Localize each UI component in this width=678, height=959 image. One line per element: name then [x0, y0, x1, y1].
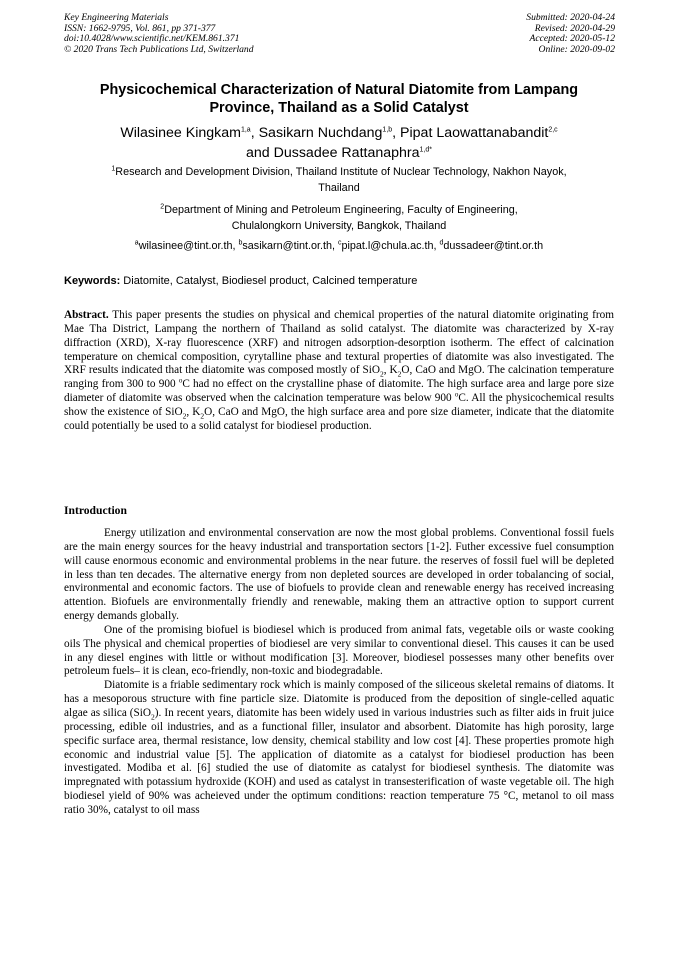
submitted-date: Submitted: 2020-04-24 — [526, 12, 615, 23]
paragraph-text: Diatomite is a friable sedimentary rock which is mainly composed of the siliceous skeletal remains of diatoms. It has a mesoporous structure with fine particle size. Diatomite is produced from the deposition of single-celled aquatic algae as silica (SiO — [64, 679, 614, 719]
email-list — [60, 239, 618, 255]
author-line — [60, 124, 618, 144]
email-link[interactable]: pipat.l@chula.ac.th, — [341, 240, 440, 252]
abstract-text: O, CaO and MgO, the high surface area and pore size diameter, indicate that the diatomite could potentially be used to a solid catalyst for biodiesel production. — [64, 405, 614, 432]
keywords-text: Diatomite, Catalyst, Biodiesel product, Calcined temperature — [120, 275, 418, 287]
author-line — [60, 144, 618, 164]
email-marker: b — [238, 239, 243, 247]
author-name: Dussadee Rattanaphra — [273, 144, 420, 161]
subscript: 2 — [182, 411, 187, 421]
email-link[interactable]: wilasinee@tint.or.th, — [138, 240, 239, 252]
abstract — [64, 309, 614, 434]
journal-header — [64, 13, 254, 55]
paragraph: One of the promising biofuel is biodiesel which is produced from animal fats, vegetable oils or waste cooking oils The physical and chemical properties of biodiesel are very similar to conventional diesel. This causes it can be used in any diesel engines with little or without modification [3]. Moreover, biodiesel possesses many other benefits over petroleum fuels– it is clean, eco-friendly, non-toxic and biodegradable. — [64, 623, 614, 678]
affiliation-marker: 1,a — [240, 126, 251, 134]
affiliation-text: Chulalongkorn University, Bangkok, Thailand — [231, 219, 447, 232]
affiliation-number: 1 — [111, 165, 116, 173]
abstract-text: C had no effect on the crystalline phase of diatomite. The high surface area and large pore size diameter of diatomite was observed when the calcination temperature was below 900 — [64, 378, 614, 405]
affiliation-text: Thailand — [318, 181, 360, 194]
author-list — [60, 124, 618, 163]
keywords — [64, 274, 624, 288]
affiliation-text: Research and Development Division, Thailand Institute of Nuclear Technology, Nakhon Nayok, — [115, 166, 567, 178]
author-name: Pipat Laowattanabandit — [400, 125, 549, 141]
dates-header — [526, 13, 615, 55]
degree-marker: o — [454, 390, 459, 399]
revised-date: Revised: 2020-04-29 — [534, 22, 615, 34]
separator: , — [392, 125, 401, 141]
abstract-text: O, CaO and MgO. The calcination temperature ranging from 300 to 900 — [64, 364, 614, 391]
affiliation-1 — [60, 165, 618, 196]
doi: doi:10.4028/www.scientific.net/KEM.861.371 — [64, 33, 240, 45]
separator: , — [250, 125, 259, 141]
issn: ISSN: 1662-9795, Vol. 861, pp 371-377 — [64, 22, 216, 34]
subscript: 2 — [397, 369, 402, 379]
paragraph: Energy utilization and environmental conservation are now the most global problems. Conventional fossil fuels are the main energy sources for the heavy industrial and transportation sectors [1-2]. Futher excessive fuel consumption will cause enormous economic and environmental problems in the near future. the reserves of fossil fuel will be depleted in less than ten decades. The alternative energy from non depleted sources are developed in order tobalancing of social, environmental and economic factors. The use of biofuels to provide clean and renewable energy has received increasing attention. Biofuels are environmentally friendly and renewable, making them an attractive option to support current energy demands globally. — [64, 527, 614, 623]
affiliation-marker: 1,d* — [419, 145, 432, 153]
author-name: Sasikarn Nuchdang — [258, 125, 383, 141]
paper-title — [60, 82, 618, 117]
email-marker: a — [134, 239, 139, 247]
email-link[interactable]: dussadeer@tint.or.th — [443, 240, 544, 252]
affiliation-text: Department of Mining and Petroleum Engineering, Faculty of Engineering, — [164, 204, 518, 216]
abstract-text: This paper presents the studies on physical and chemical properties of the natural diatomite originating from Mae Tha District, Lampang the northern of Thailand as solid catalyst. The diatomite was characterized by X-ray diffraction (XRD), X-ray fluorescence (XRF) and nitrogen adsorption-desorption isotherm. The effect of calcination temperature on chemical composition, cyrytalline phase and textural properties of diatomite was also investigated. The XRF results indicated that the diatomite was composed mostly of SiO — [64, 309, 614, 377]
keywords-label: Keywords: — [64, 275, 121, 287]
abstract-text: , K — [383, 364, 398, 377]
abstract-label: Abstract. — [64, 309, 109, 321]
copyright: © 2020 Trans Tech Publications Ltd, Switzerland — [64, 43, 254, 55]
email-link[interactable]: sasikarn@tint.or.th, — [242, 240, 338, 252]
paragraph-text: ). In recent years, diatomite has been widely used in various industries such as filter aids in fruit juice processing, edible oil industries, and as a functional filler, insulator and absorbent. Diatomite has high porosity, large specific surface area, thermal resistance, low density, chemical stability and low cost [4]. These properties promote high economic and industrial value [5]. The application of diatomite as a catalyst for biodiesel production has been investigated. Modiba et al. [6] studied the use of diatomite as catalyst for biodiesel synthesis. The diatomite was impregnated with potassium hydroxide (KOH) and used as catalyst in transesterification of waste vegetable oil. The high biodiesel yield of 90% was acheieved under the optimum conditions: reaction temperature 75 °C, metanol to oil mass ratio 30%, catalyst to oil mass — [64, 706, 614, 816]
accepted-date: Accepted: 2020-05-12 — [529, 33, 615, 45]
affiliation-marker: 2,c — [548, 126, 558, 134]
paragraph — [64, 679, 614, 817]
affiliation-number: 2 — [160, 203, 165, 211]
journal-name: Key Engineering Materials — [64, 12, 169, 23]
conjunction: and — [245, 144, 274, 161]
subscript: 2 — [379, 369, 384, 379]
title-line: Physicochemical Characterization of Natural Diatomite from Lampang — [99, 82, 579, 98]
affiliation-marker: 1,b — [382, 126, 393, 134]
introduction-body — [64, 527, 614, 818]
email-marker: d — [439, 239, 444, 247]
abstract-text: C. All the physicochemical results show the existence of SiO — [64, 392, 614, 418]
online-date: Online: 2020-09-02 — [538, 43, 615, 55]
subscript: 2 — [200, 411, 205, 421]
subscript: 2 — [151, 712, 155, 722]
abstract-text: , K — [186, 405, 201, 418]
email-marker: c — [337, 239, 342, 247]
title-line: Province, Thailand as a Solid Catalyst — [209, 99, 469, 116]
section-heading-introduction: Introduction — [64, 504, 127, 517]
author-name: Wilasinee Kingkam — [120, 125, 241, 141]
degree-marker: o — [178, 376, 183, 385]
affiliation-2 — [60, 203, 618, 234]
